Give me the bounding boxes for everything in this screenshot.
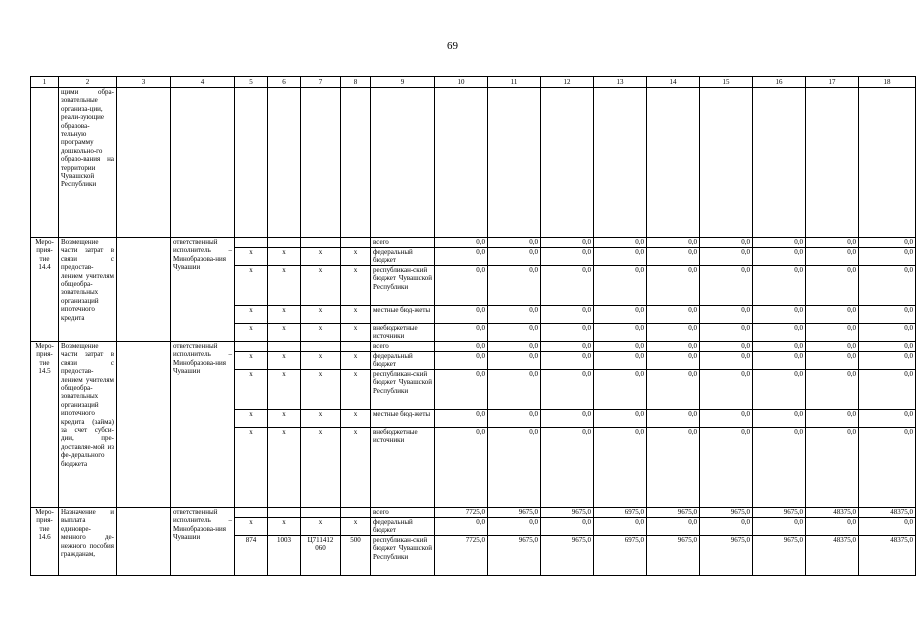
budget-code-cell <box>341 342 371 352</box>
budget-code-cell: x <box>301 370 341 410</box>
amount-cell: 6975,0 <box>594 536 647 576</box>
activity-description: Возмещение части затрат в связи с предостав-лением учителям общеобра-зовательных организаций ипотечного кредита <box>59 238 117 342</box>
budget-code-cell: x <box>301 306 341 324</box>
budget-code-cell: x <box>268 370 301 410</box>
amount-cell: 0,0 <box>700 352 753 370</box>
activity-label: Меро-прия-тие 14.4 <box>31 238 59 342</box>
amount-cell: 0,0 <box>859 342 916 352</box>
amount-cell: 0,0 <box>594 410 647 428</box>
budget-code-cell <box>268 508 301 518</box>
amount-cell: 0,0 <box>753 342 806 352</box>
amount-cell: 0,0 <box>806 342 859 352</box>
budget-code-cell <box>301 508 341 518</box>
amount-cell: 9675,0 <box>647 536 700 576</box>
activity-label: Меро-прия-тие 14.5 <box>31 342 59 508</box>
budget-code-cell <box>341 508 371 518</box>
budget-code-cell <box>235 508 268 518</box>
amount-cell: 0,0 <box>806 238 859 248</box>
continuation-text: щими обра-зовательные организа-ции, реали-зующие образова-тельную программу дошкольно-го образо-вания на территории Чувашской Республики <box>59 88 117 238</box>
amount-cell: 0,0 <box>806 370 859 410</box>
budget-code-cell: x <box>301 266 341 306</box>
amount-cell: 6975,0 <box>594 508 647 518</box>
amount-cell: 48375,0 <box>859 536 916 576</box>
amount-cell: 0,0 <box>806 428 859 508</box>
budget-code-cell: x <box>341 410 371 428</box>
amount-cell: 0,0 <box>647 248 700 266</box>
amount-cell: 0,0 <box>541 370 594 410</box>
amount-cell: 0,0 <box>594 238 647 248</box>
amount-cell: 0,0 <box>594 370 647 410</box>
amount-cell: 9675,0 <box>488 508 541 518</box>
amount-cell: 0,0 <box>647 342 700 352</box>
amount-cell: 0,0 <box>753 324 806 342</box>
amount-cell: 0,0 <box>541 324 594 342</box>
funding-source: местные бюд-жеты <box>371 410 435 428</box>
amount-cell: 9675,0 <box>753 536 806 576</box>
amount-cell: 0,0 <box>594 266 647 306</box>
header-col-9: 9 <box>371 77 435 88</box>
amount-cell: 0,0 <box>488 342 541 352</box>
amount-cell: 0,0 <box>541 518 594 536</box>
amount-cell: 0,0 <box>859 238 916 248</box>
amount-cell: 0,0 <box>806 518 859 536</box>
budget-code-cell: Ц711412 060 <box>301 536 341 576</box>
funding-source: внебюджетные источники <box>371 428 435 508</box>
amount-cell: 0,0 <box>753 306 806 324</box>
budget-code-cell: x <box>301 324 341 342</box>
activity-label: Меро-прия-тие 14.6 <box>31 508 59 576</box>
budget-code-cell <box>235 342 268 352</box>
amount-cell: 0,0 <box>488 238 541 248</box>
amount-cell: 0,0 <box>859 324 916 342</box>
header-col-3: 3 <box>117 77 171 88</box>
amount-cell: 0,0 <box>700 306 753 324</box>
budget-code-cell: x <box>235 428 268 508</box>
amount-cell: 0,0 <box>541 248 594 266</box>
amount-cell: 0,0 <box>700 518 753 536</box>
column-number-row <box>31 77 916 88</box>
amount-cell: 0,0 <box>488 370 541 410</box>
amount-cell: 0,0 <box>647 266 700 306</box>
funding-source: федеральный бюджет <box>371 352 435 370</box>
budget-code-cell: x <box>235 306 268 324</box>
amount-cell: 0,0 <box>647 324 700 342</box>
budget-code-cell <box>268 238 301 248</box>
amount-cell: 0,0 <box>488 324 541 342</box>
amount-cell: 0,0 <box>700 428 753 508</box>
funding-source: республикан-ский бюджет Чувашской Республики <box>371 536 435 576</box>
amount-cell: 0,0 <box>541 306 594 324</box>
budget-code-cell: x <box>268 248 301 266</box>
budget-code-cell: x <box>268 266 301 306</box>
amount-cell: 0,0 <box>753 428 806 508</box>
amount-cell: 0,0 <box>647 518 700 536</box>
amount-cell: 0,0 <box>488 306 541 324</box>
amount-cell: 0,0 <box>488 248 541 266</box>
amount-cell: 0,0 <box>806 410 859 428</box>
funding-source: республикан-ский бюджет Чувашской Республики <box>371 370 435 410</box>
budget-code-cell: x <box>341 306 371 324</box>
amount-cell: 0,0 <box>435 370 488 410</box>
amount-cell: 0,0 <box>541 428 594 508</box>
budget-code-cell: x <box>301 428 341 508</box>
budget-code-cell: x <box>268 324 301 342</box>
responsible-executor: ответственный исполнитель – Минобразова-ния Чувашии <box>171 342 235 508</box>
amount-cell: 0,0 <box>700 370 753 410</box>
amount-cell: 0,0 <box>594 324 647 342</box>
amount-cell: 0,0 <box>541 352 594 370</box>
budget-code-cell: x <box>268 410 301 428</box>
table-row <box>31 342 916 352</box>
amount-cell: 0,0 <box>594 352 647 370</box>
amount-cell: 0,0 <box>859 410 916 428</box>
funding-source: местные бюд-жеты <box>371 306 435 324</box>
amount-cell: 0,0 <box>594 306 647 324</box>
budget-code-cell: 500 <box>341 536 371 576</box>
header-col-15: 15 <box>700 77 753 88</box>
budget-code-cell: 874 <box>235 536 268 576</box>
activity-description: Назначение и выплата единовре-менного де-нежного пособия гражданам, <box>59 508 117 576</box>
header-col-11: 11 <box>488 77 541 88</box>
amount-cell: 0,0 <box>435 306 488 324</box>
page-number: 69 <box>447 40 458 52</box>
col3-cell <box>117 508 171 576</box>
budget-table <box>30 76 916 576</box>
header-col-10: 10 <box>435 77 488 88</box>
budget-code-cell: x <box>235 370 268 410</box>
header-col-7: 7 <box>301 77 341 88</box>
continuation-row <box>31 88 916 238</box>
budget-code-cell <box>301 342 341 352</box>
amount-cell: 0,0 <box>488 352 541 370</box>
amount-cell: 0,0 <box>594 248 647 266</box>
amount-cell: 0,0 <box>700 410 753 428</box>
amount-cell: 0,0 <box>647 370 700 410</box>
amount-cell: 0,0 <box>700 342 753 352</box>
amount-cell: 48375,0 <box>806 508 859 518</box>
amount-cell: 0,0 <box>806 352 859 370</box>
amount-cell: 0,0 <box>488 410 541 428</box>
funding-source: всего <box>371 342 435 352</box>
amount-cell: 0,0 <box>541 342 594 352</box>
amount-cell: 0,0 <box>541 266 594 306</box>
funding-source: внебюджетные источники <box>371 324 435 342</box>
amount-cell: 48375,0 <box>806 536 859 576</box>
amount-cell: 0,0 <box>435 248 488 266</box>
header-col-2: 2 <box>59 77 117 88</box>
amount-cell: 9675,0 <box>700 508 753 518</box>
budget-code-cell: x <box>235 352 268 370</box>
amount-cell: 0,0 <box>859 306 916 324</box>
amount-cell: 0,0 <box>806 306 859 324</box>
header-col-12: 12 <box>541 77 594 88</box>
amount-cell: 0,0 <box>488 428 541 508</box>
amount-cell: 0,0 <box>806 266 859 306</box>
amount-cell: 0,0 <box>753 370 806 410</box>
budget-code-cell: x <box>341 428 371 508</box>
amount-cell: 0,0 <box>647 306 700 324</box>
header-col-13: 13 <box>594 77 647 88</box>
budget-code-cell: x <box>268 306 301 324</box>
amount-cell: 0,0 <box>806 324 859 342</box>
budget-code-cell <box>235 238 268 248</box>
header-col-8: 8 <box>341 77 371 88</box>
table-row <box>31 508 916 518</box>
col3-cell <box>117 342 171 508</box>
amount-cell: 0,0 <box>488 266 541 306</box>
header-col-4: 4 <box>171 77 235 88</box>
budget-code-cell: x <box>301 248 341 266</box>
amount-cell: 0,0 <box>859 352 916 370</box>
budget-code-cell <box>268 342 301 352</box>
header-col-14: 14 <box>647 77 700 88</box>
amount-cell: 9675,0 <box>541 508 594 518</box>
amount-cell: 0,0 <box>435 266 488 306</box>
budget-code-cell: x <box>301 518 341 536</box>
amount-cell: 9675,0 <box>488 536 541 576</box>
amount-cell: 0,0 <box>700 324 753 342</box>
funding-source: республикан-ский бюджет Чувашской Республики <box>371 266 435 306</box>
budget-code-cell: x <box>341 266 371 306</box>
amount-cell: 0,0 <box>700 248 753 266</box>
budget-code-cell: x <box>268 428 301 508</box>
table-row <box>31 238 916 248</box>
amount-cell: 0,0 <box>753 238 806 248</box>
amount-cell: 0,0 <box>753 352 806 370</box>
amount-cell: 0,0 <box>753 248 806 266</box>
budget-code-cell: x <box>235 266 268 306</box>
amount-cell: 0,0 <box>859 370 916 410</box>
amount-cell: 0,0 <box>753 410 806 428</box>
amount-cell: 0,0 <box>435 428 488 508</box>
amount-cell: 0,0 <box>647 352 700 370</box>
budget-code-cell: x <box>268 518 301 536</box>
amount-cell: 0,0 <box>541 238 594 248</box>
amount-cell: 0,0 <box>647 238 700 248</box>
amount-cell: 0,0 <box>700 238 753 248</box>
amount-cell: 7725,0 <box>435 536 488 576</box>
amount-cell: 0,0 <box>700 266 753 306</box>
amount-cell: 9675,0 <box>700 536 753 576</box>
amount-cell: 9675,0 <box>647 508 700 518</box>
budget-code-cell: x <box>341 370 371 410</box>
budget-code-cell: x <box>235 410 268 428</box>
budget-code-cell: 1003 <box>268 536 301 576</box>
amount-cell: 0,0 <box>488 518 541 536</box>
amount-cell: 0,0 <box>859 266 916 306</box>
header-col-17: 17 <box>806 77 859 88</box>
budget-code-cell: x <box>341 324 371 342</box>
header-col-5: 5 <box>235 77 268 88</box>
amount-cell: 7725,0 <box>435 508 488 518</box>
budget-code-cell: x <box>341 248 371 266</box>
amount-cell: 0,0 <box>753 518 806 536</box>
amount-cell: 0,0 <box>435 518 488 536</box>
budget-code-cell: x <box>341 518 371 536</box>
funding-source: всего <box>371 238 435 248</box>
amount-cell: 0,0 <box>541 410 594 428</box>
budget-code-cell: x <box>268 352 301 370</box>
amount-cell: 0,0 <box>859 248 916 266</box>
funding-source: федеральный бюджет <box>371 518 435 536</box>
header-col-18: 18 <box>859 77 916 88</box>
amount-cell: 0,0 <box>594 518 647 536</box>
budget-code-cell: x <box>301 410 341 428</box>
funding-source: всего <box>371 508 435 518</box>
col3-cell <box>117 238 171 342</box>
amount-cell: 0,0 <box>435 324 488 342</box>
budget-code-cell <box>301 238 341 248</box>
amount-cell: 0,0 <box>806 248 859 266</box>
amount-cell: 0,0 <box>594 342 647 352</box>
amount-cell: 0,0 <box>647 410 700 428</box>
amount-cell: 0,0 <box>435 352 488 370</box>
amount-cell: 0,0 <box>753 266 806 306</box>
funding-source: федеральный бюджет <box>371 248 435 266</box>
budget-code-cell: x <box>235 324 268 342</box>
budget-code-cell <box>341 238 371 248</box>
amount-cell: 9675,0 <box>753 508 806 518</box>
budget-code-cell: x <box>341 352 371 370</box>
amount-cell: 0,0 <box>647 428 700 508</box>
activity-description: Возмещение части затрат в связи с предостав-лением учителям общеобра-зовательных организаций ипотечного кредита (займа) за счет субси-дии, пре-доставляе-мой из фе-дерального бюджета <box>59 342 117 508</box>
amount-cell: 0,0 <box>435 238 488 248</box>
budget-code-cell: x <box>235 518 268 536</box>
header-col-6: 6 <box>268 77 301 88</box>
budget-code-cell: x <box>235 248 268 266</box>
header-col-16: 16 <box>753 77 806 88</box>
amount-cell: 9675,0 <box>541 536 594 576</box>
amount-cell: 0,0 <box>859 428 916 508</box>
responsible-executor: ответственный исполнитель – Минобразова-ния Чувашии <box>171 508 235 576</box>
amount-cell: 0,0 <box>435 410 488 428</box>
amount-cell: 0,0 <box>859 518 916 536</box>
header-col-1: 1 <box>31 77 59 88</box>
amount-cell: 48375,0 <box>859 508 916 518</box>
responsible-executor: ответственный исполнитель – Минобразова-ния Чувашии <box>171 238 235 342</box>
budget-code-cell: x <box>301 352 341 370</box>
amount-cell: 0,0 <box>435 342 488 352</box>
amount-cell: 0,0 <box>594 428 647 508</box>
